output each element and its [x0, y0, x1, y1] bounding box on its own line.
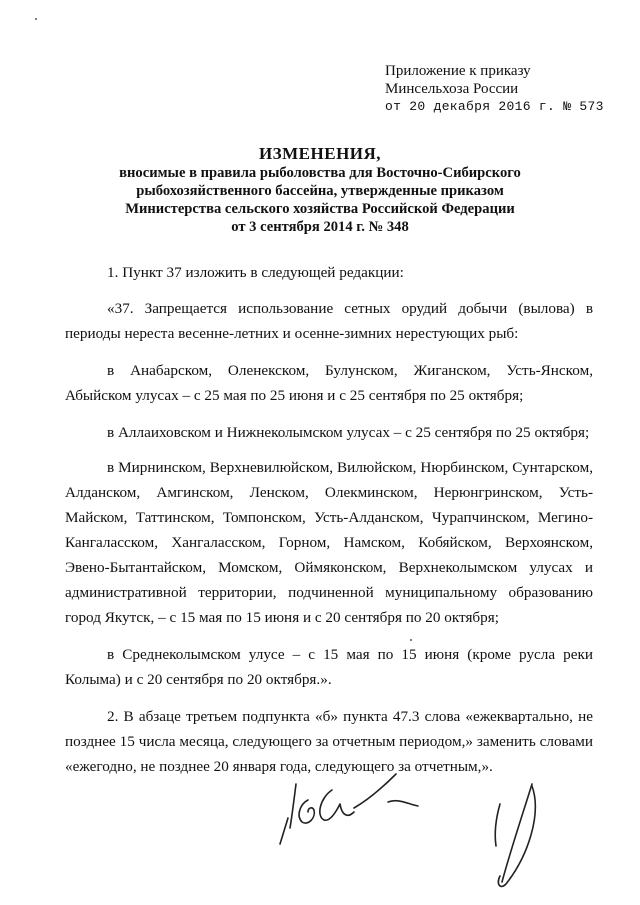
paragraph-3: в Анабарском, Оленекском, Булунском, Жиганском, Усть-Янском, Абыйском улусах – с 25 мая по 25 июня и с 25 сентября по 25 октября; — [65, 362, 593, 404]
paragraph-2: «37. Запрещается использование сетных орудий добычи (вылова) в периоды нереста весенне-летних и осенне-зимних нерестующих рыб: — [65, 300, 593, 342]
paragraph-6: в Среднеколымском улусе – с 15 мая по 15 июня (кроме русла реки Колыма) и с 20 сентября по 20 октября.». — [65, 646, 593, 688]
scan-speck — [35, 18, 37, 20]
annex-line-1: Приложение к приказу — [385, 63, 531, 79]
annex-header — [385, 62, 604, 116]
title-main: ИЗМЕНЕНИЯ, — [258, 144, 382, 163]
handwritten-signature — [270, 760, 600, 900]
paragraph-4: в Аллаиховском и Нижнеколымском улусах – с 25 сентября по 25 октября; — [107, 424, 590, 441]
annex-line-2: Минсельхоза России — [385, 81, 519, 97]
paragraph-7: 2. В абзаце третьем подпункта «б» пункта 47.3 слова «ежеквартально, не позднее 15 числа месяца, следующего за отчетным периодом,» заменить словами «ежегодно, не позднее 20 января года, следующего за отчетным,». — [65, 708, 593, 775]
title-line-3: Министерства сельского хозяйства Российской Федерации — [125, 201, 515, 217]
title-line-4: от 3 сентября 2014 г. № 348 — [231, 219, 409, 235]
document-body — [65, 262, 593, 779]
title-line-1: вносимые в правила рыболовства для Восточно-Сибирского — [119, 165, 521, 181]
paragraph-5: в Мирнинском, Верхневилюйском, Вилюйском, Нюрбинском, Сунтарском, Алданском, Амгинском, Ленском, Олекминском, Нерюнгринском, Усть-Майском, Таттинском, Томпонском, Усть-Алданском, Чурапчинском, Мегино-Кангаласском, Хангаласском, Горном, Намском, Кобяйском, Верхоянском, Эвено-Бытантайском, Момском, Оймяконском, Верхнеколымском улусах и административной территории, подчиненной муниципальному образованию город Якутск, – с 15 мая по 15 июня и с 20 сентября по 20 октября; — [65, 459, 593, 626]
document-title — [60, 144, 580, 236]
paragraph-1: 1. Пункт 37 изложить в следующей редакции: — [107, 264, 404, 281]
title-line-2: рыбохозяйственного бассейна, утвержденные приказом — [136, 183, 504, 199]
annex-line-3: от 20 декабря 2016 г. № 573 — [385, 99, 604, 114]
